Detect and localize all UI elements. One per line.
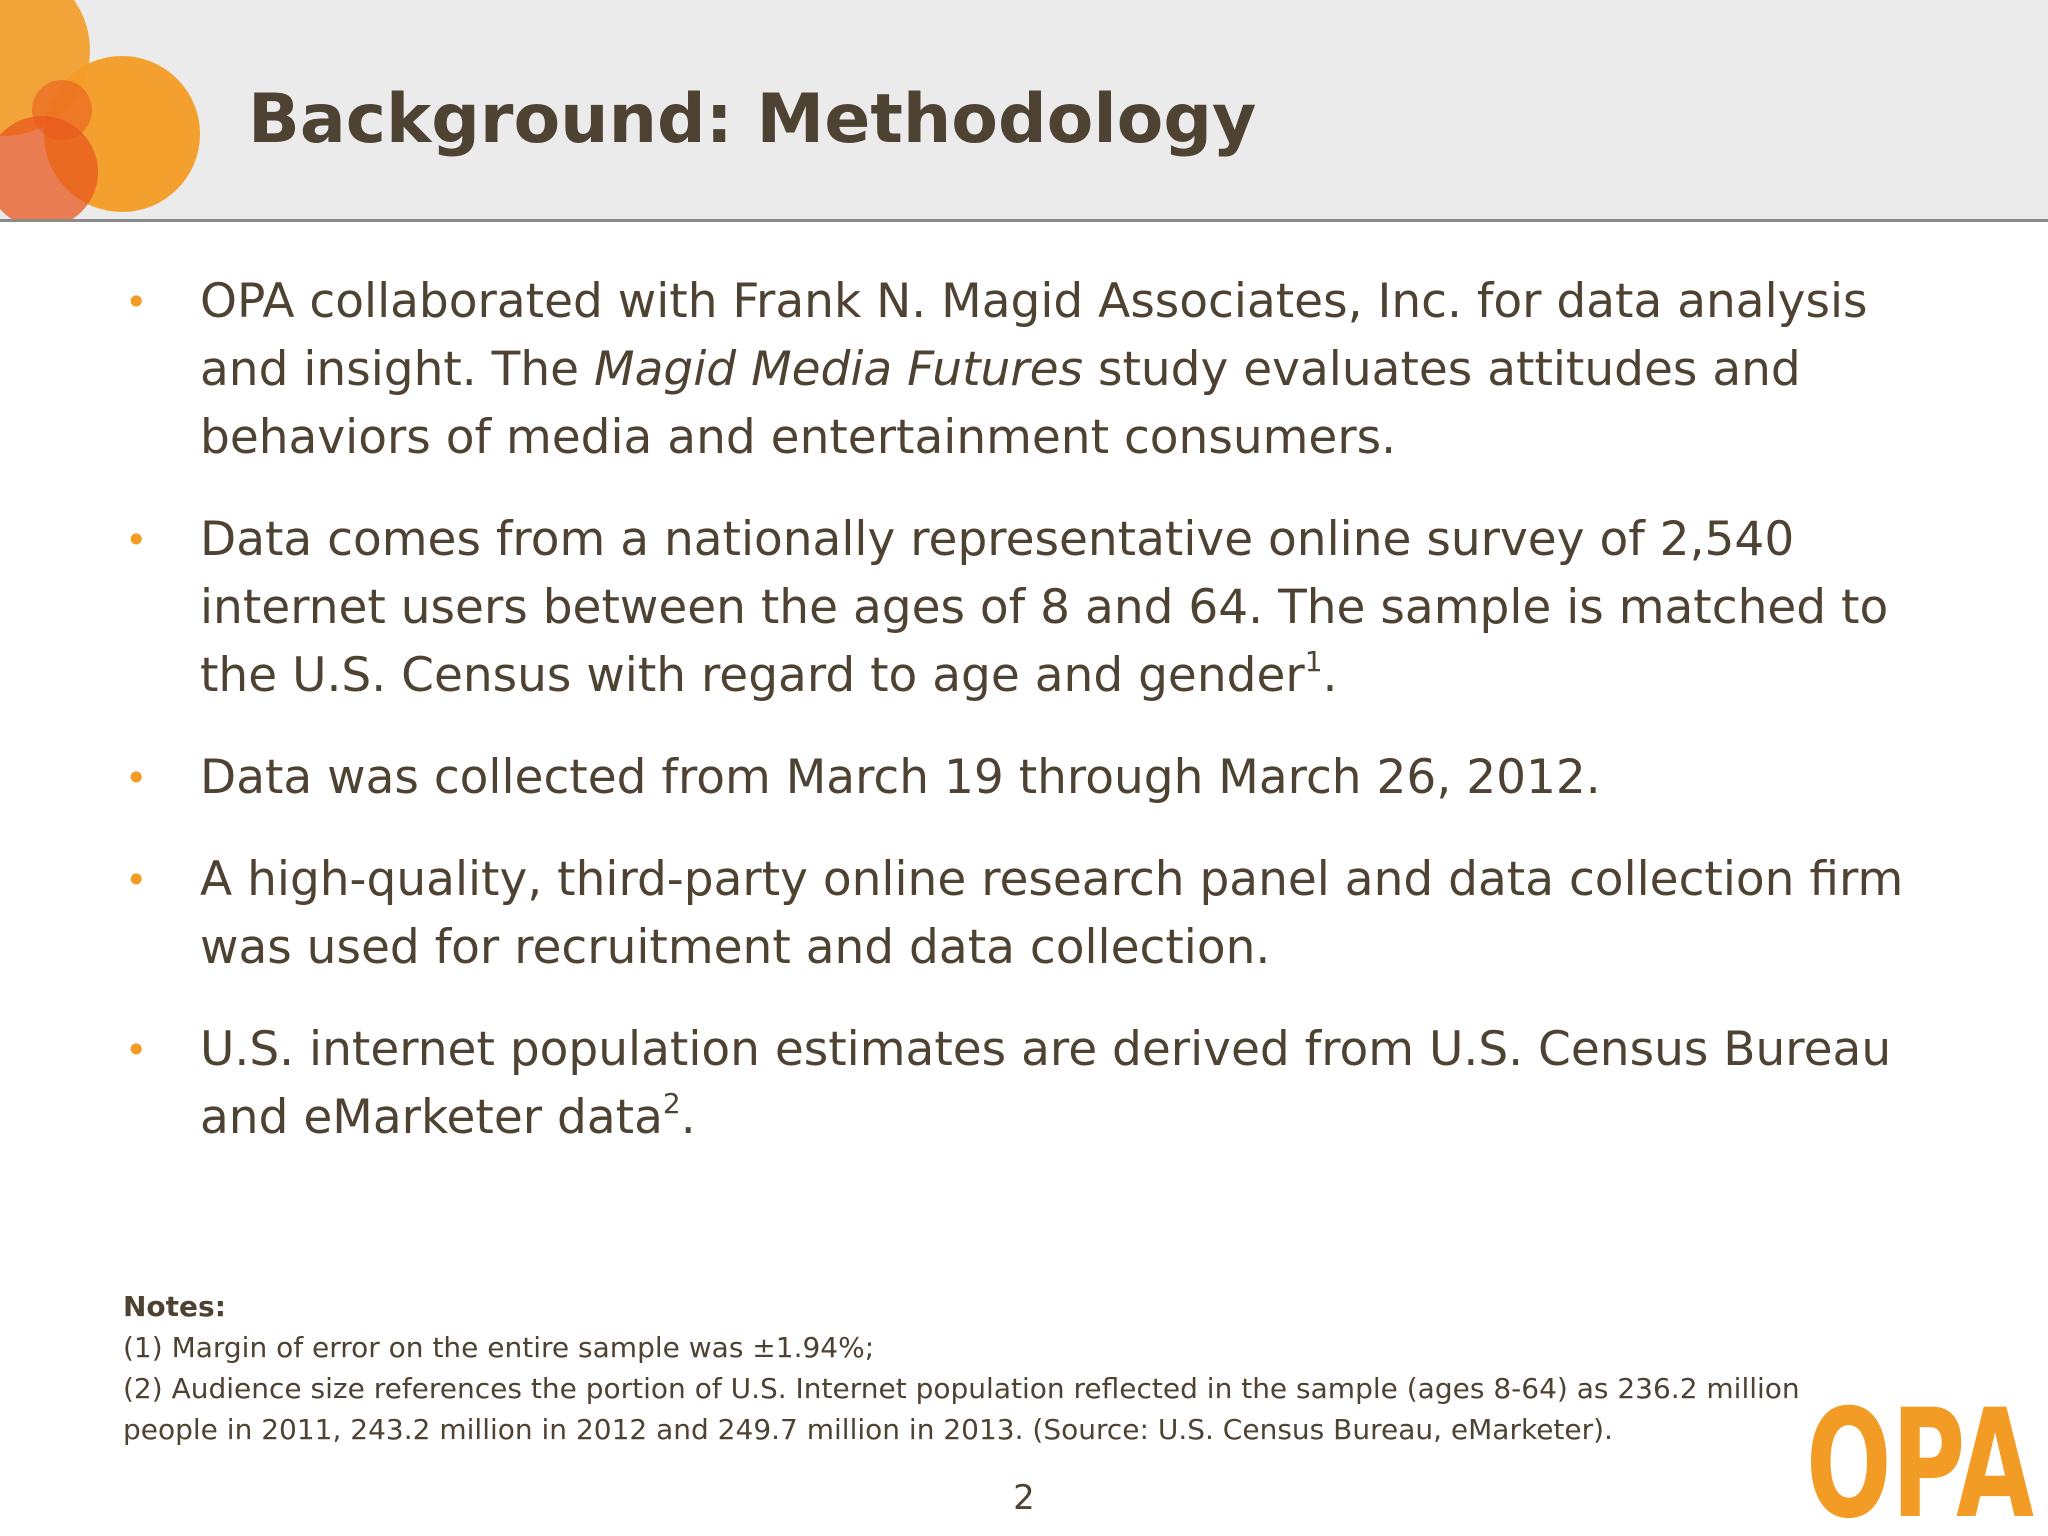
bullet-text: U.S. internet population estimates are derived from U.S. Census Bureau and eMarketer data bbox=[200, 1022, 1892, 1145]
note-1: (1) Margin of error on the entire sample was ±1.94%; bbox=[123, 1331, 875, 1364]
bullet-dot-icon: • bbox=[125, 1028, 148, 1072]
opa-logo-icon bbox=[1806, 1386, 2036, 1526]
notes-section bbox=[123, 1286, 1823, 1450]
logo-text: OPA bbox=[1806, 1386, 2034, 1526]
footnote-ref: 1 bbox=[1304, 645, 1323, 678]
slide-header bbox=[0, 0, 2048, 222]
page-title: Background: Methodology bbox=[248, 80, 1257, 159]
bullet-item bbox=[118, 846, 1948, 982]
bullet-text: A high-quality, third-party online research panel and data collection firm was used for recruitment and data collection. bbox=[200, 852, 1904, 975]
bullet-item bbox=[118, 268, 1948, 472]
bullet-item bbox=[118, 506, 1948, 710]
bullet-dot-icon: • bbox=[125, 280, 148, 324]
bullet-dot-icon: • bbox=[125, 518, 148, 562]
page-number: 2 bbox=[1013, 1478, 1035, 1518]
bullet-text: Data was collected from March 19 through March 26, 2012. bbox=[200, 750, 1601, 805]
decorative-circles-icon bbox=[0, 0, 210, 219]
study-name: Magid Media Futures bbox=[594, 342, 1084, 397]
bullet-dot-icon: • bbox=[125, 858, 148, 902]
bullet-list bbox=[118, 268, 1948, 1186]
bullet-text: Data comes from a nationally representative online survey of 2,540 internet users between the ages of 8 and 64. The sample is matched to the U.S. Census with regard to age and gender bbox=[200, 512, 1889, 703]
note-2: (2) Audience size references the portion of U.S. Internet population reflected in the sample (ages 8-64) as 236.2 million people in 2011, 243.2 million in 2012 and 249.7 million in 2013. (Source: U.S. Census Bureau, eMarketer). bbox=[123, 1372, 1800, 1446]
bullet-item bbox=[118, 744, 1948, 812]
bullet-dot-icon: • bbox=[125, 756, 148, 800]
bullet-text-end: . bbox=[680, 1090, 696, 1145]
bullet-item bbox=[118, 1016, 1948, 1152]
footnote-ref: 2 bbox=[662, 1087, 681, 1120]
bullet-text: study evaluates attitudes and behaviors of media and entertainment consumers. bbox=[200, 342, 1801, 465]
bullet-text-end: . bbox=[1322, 648, 1338, 703]
bullet-text: OPA collaborated with Frank N. Magid Associates, Inc. for data analysis and insight. The bbox=[200, 274, 1868, 397]
notes-title: Notes: bbox=[123, 1290, 226, 1323]
